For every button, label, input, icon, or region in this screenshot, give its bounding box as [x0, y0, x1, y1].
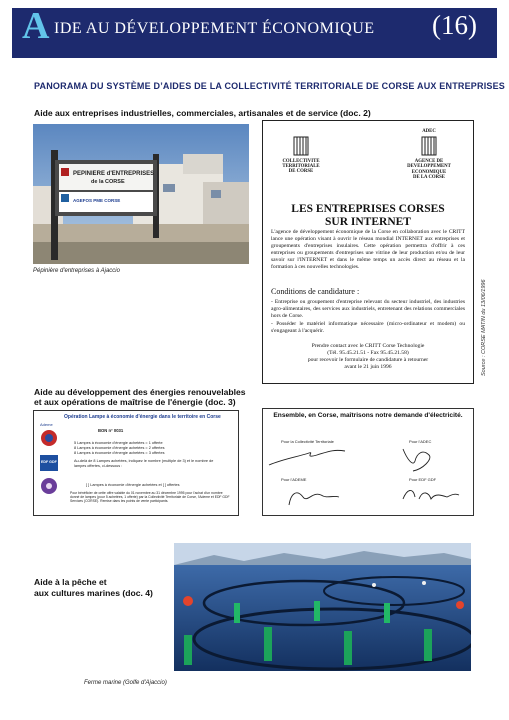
energy-voucher — [33, 410, 239, 516]
voucher-offer-2: 8 Lampes à économie d'énergie achetées = 2 offertes — [74, 446, 165, 450]
fish-farm-caption: Ferme marine (Golfe d'Ajaccio) — [84, 680, 167, 686]
section3-label-line2: aux cultures marines (doc. 4) — [34, 588, 153, 598]
voucher-footer: Pour bénéficier de cette offre valable du 01 novembre au 31 décembre 1995 pour l'achat d'un nombre donné de lampes (pour 5 achetées, 1 offerte) par la Collectivité Territoriale de Corse, l'Ademe et EDF GDF Services (CORSE). Remise dans les points de vente participants. — [70, 491, 230, 503]
collectivite-emblem-icon — [290, 135, 312, 157]
sign-text-3: AGEFOS PME CORSE — [73, 198, 121, 203]
collectivite-logo — [273, 135, 329, 175]
announcement-title-line2: SUR INTERNET — [325, 216, 411, 228]
voucher-title: Opération Lampe à économie d'énergie dans le territoire en Corse — [64, 414, 221, 420]
adec-logo — [397, 129, 461, 180]
panorama-title: PANORAMA DU SYSTÈME D’AIDES DE LA COLLECTIVITÉ TERRITORIALE DE CORSE AUX ENTREPRISES — [34, 81, 506, 91]
section2-label-line2: et aux opérations de maîtrise de l'énergie (doc. 3) — [34, 397, 236, 407]
conditions-title: Conditions de candidature : — [271, 287, 360, 296]
edf-gdf-label: EDF GDF — [41, 460, 57, 464]
signature-label-adec: Pour l'ADEC — [409, 439, 432, 444]
condition-item-2: - Posséder le matériel informatique nécessaire (micro-ordinateur et modem) ou s'engageant à l'acquérir. — [271, 321, 465, 334]
contact-line-4: avant le 21 juin 1996 — [344, 364, 392, 370]
logo-right-line1: AGENCE DE — [414, 159, 444, 165]
contact-line-2: (Tél. 95.45.21.51 - Fax 95.45.21.58) — [327, 350, 409, 356]
section3-label-line1: Aide à la pêche et — [34, 577, 107, 587]
sign-text-1: PEPINIERE d'ENTREPRISES — [73, 171, 155, 177]
pepiniere-caption: Pépinière d'entreprises à Ajaccio — [33, 268, 120, 274]
announcement-body: L'agence de développement économique de la Corse en collaboration avec le CRITT lance une opération visant à ouvrir le réseau mondial INTERNET aux entreprises et groupements d'entreprises insulaires. Cette opération permettra d'offrir à ces entreprises ou groupements d'entreprises une vitrine de leur production et/ou de leur savoir sur l'INTERNET et dans le même temps un accès direct au réseau et la formation à ces nouvelles technologies. — [271, 229, 465, 270]
header-initial: A — [22, 5, 50, 47]
voucher-offer-1: 5 Lampes à économie d'énergie achetées = 1 offerte — [74, 441, 163, 445]
adec-emblem-icon — [418, 135, 440, 157]
contact-line-3: pour recevoir le formulaire de candidature à retourner — [307, 357, 429, 363]
ademe-label: Ademe — [40, 422, 53, 427]
logo-left-line3: DE CORSE — [288, 169, 314, 175]
fish-farm-photo — [174, 543, 471, 671]
voucher-offer-4: Au-delà de 8 Lampes achetées, indiquez le nombre (multiple de 3) et le nombre de lampes offertes, ci-dessous : — [74, 459, 214, 468]
logo-left-line2: TERRITORIALE — [282, 164, 320, 170]
logo-right-line2: DEVELOPPEMENT — [407, 164, 451, 170]
sign-text-2: de la CORSE — [91, 179, 125, 185]
voucher-number: BON n° 0031 — [98, 428, 124, 433]
signature-box — [262, 408, 474, 516]
logo-right-line4: DE LA CORSE — [413, 174, 445, 180]
pepiniere-illustration — [33, 124, 249, 264]
announcement-title — [263, 203, 473, 229]
contact-line-1: Prendre contact avec le CRITT Corse Technologie — [311, 343, 425, 349]
section1-label: Aide aux entreprises industrielles, commerciales, artisanales et de service (doc. 2) — [34, 108, 371, 118]
signature-label-ademe: Pour l'ADEME — [281, 477, 307, 482]
handwritten-signatures — [263, 409, 473, 515]
section2-label-line1: Aide au développement des énergies renouvelables — [34, 387, 246, 397]
logo-left-line1: COLLECTIVITE — [282, 159, 320, 164]
pepiniere-photo — [33, 124, 249, 264]
logo-right-top: ADEC — [422, 129, 436, 134]
announcement-title-line1: LES ENTREPRISES CORSES — [291, 203, 445, 215]
signature-label-edf: Pour EDF GDF — [409, 477, 437, 482]
fish-farm-illustration — [174, 543, 471, 671]
signature-label-collectivite: Pour la Collectivité Territoriale — [281, 439, 334, 444]
voucher-fill-line: [ ] Lampes à économie d'énergie achetées et [ ] offertes — [86, 483, 180, 487]
header-title: IDE AU DÉVELOPPEMENT ÉCONOMIQUE — [54, 20, 375, 37]
internet-announcement — [262, 120, 474, 384]
logo-right-line3: ECONOMIQUE — [411, 169, 447, 175]
source-note: Source : CORSE MATIN du 13/06/1996 — [481, 279, 487, 376]
page-number: (16) — [432, 10, 477, 40]
voucher-offer-3: 8 Lampes à économie d'énergie achetées = 3 offertes — [74, 451, 165, 455]
signature-title: Ensemble, en Corse, maîtrisons notre demande d'électricité. — [273, 412, 463, 419]
condition-item-1: - Entreprise ou groupement d'entreprise relevant du secteur industriel, des industries agro-alimentaires, des services aux industriels, entretenant des relations commerciales hors de Corse. — [271, 299, 465, 319]
ademe-logo-icon — [40, 429, 58, 447]
collectivite-logo-icon — [40, 477, 58, 495]
